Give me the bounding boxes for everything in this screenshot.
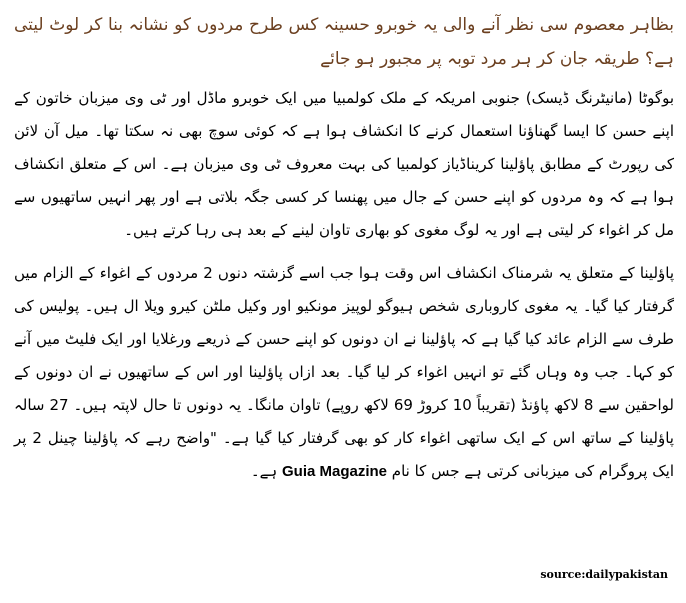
magazine-name: Guia Magazine <box>281 463 388 480</box>
article-paragraph-2 <box>14 257 674 488</box>
paragraph-2-text: پاؤلینا کے متعلق یہ شرمناک انکشاف اس وقت ہوا جب اسے گزشتہ دنوں 2 مردوں کے اغواء کے الزام میں گرفتار کیا گیا۔ یہ مغوی کاروباری شخص ہیوگو لوپیز مونکیو اور وکیل ملٹن کیرو ویلا ال ہیں۔ پولیس کی طرف سے الزام عائد کیا گیا ہے کہ پاؤلینا نے ان دونوں کو اپنے حسن کے ذریعے ورغلایا اور ایک فلیٹ میں آنے کو کہا۔ جب وہ وہاں گئے تو انہیں اغواء کر لیا گیا۔ بعد ازاں پاؤلینا اور اس کے ساتھیوں نے ان دونوں کے لواحقین سے 8 لاکھ پاؤنڈ (تقریباً 10 کروڑ 69 لاکھ روپے) تاوان مانگا۔ یہ دونوں تا حال لاپتہ ہیں۔ 27 سالہ پاؤلینا کے ساتھ اس کے ایک ساتھی اغواء کار کو بھی گرفتار کیا گیا ہے۔ "واضح رہے کہ پاؤلینا چینل 2 پر ایک پروگرام کی میزبانی کرتی ہے جس کا نام <box>14 264 675 480</box>
article-headline: بظاہر معصوم سی نظر آنے والی یہ خوبرو حسینہ کس طرح مردوں کو نشانہ بنا کر لوٹ لیتی ہے؟ طریقہ جان کر ہر مرد توبہ پر مجبور ہو جائے <box>14 15 674 69</box>
source-credit: source:dailypakistan <box>540 568 668 581</box>
article-paragraph-1: بوگوٹا (مانیٹرنگ ڈیسک) جنوبی امریکہ کے ملک کولمبیا میں ایک خوبرو ماڈل اور ٹی وی میزبان خاتون کے اپنے حسن کا ایسا گھناؤنا استعمال کرنے کا انکشاف ہوا ہے کہ کوئی سوچ بھی نہ سکتا تھا۔ میل آن لائن کی رپورٹ کے مطابق پاؤلینا کریناڈیاز کولمبیا کی بہت معروف ٹی وی میزبان ہے۔ اس کے متعلق انکشاف ہوا ہے کہ وہ مردوں کو اپنے حسن کے جال میں پھنسا کر کسی جگہ بلاتی ہے اور پھر انہیں ساتھیوں سے مل کر اغواء کر لیتی ہے اور یہ لوگ مغوی کو بھاری تاوان لینے کے بعد ہی رہا کرتے ہیں۔ <box>14 89 674 239</box>
paragraph-2-ending: ہے۔ <box>250 462 278 480</box>
article <box>14 8 674 488</box>
